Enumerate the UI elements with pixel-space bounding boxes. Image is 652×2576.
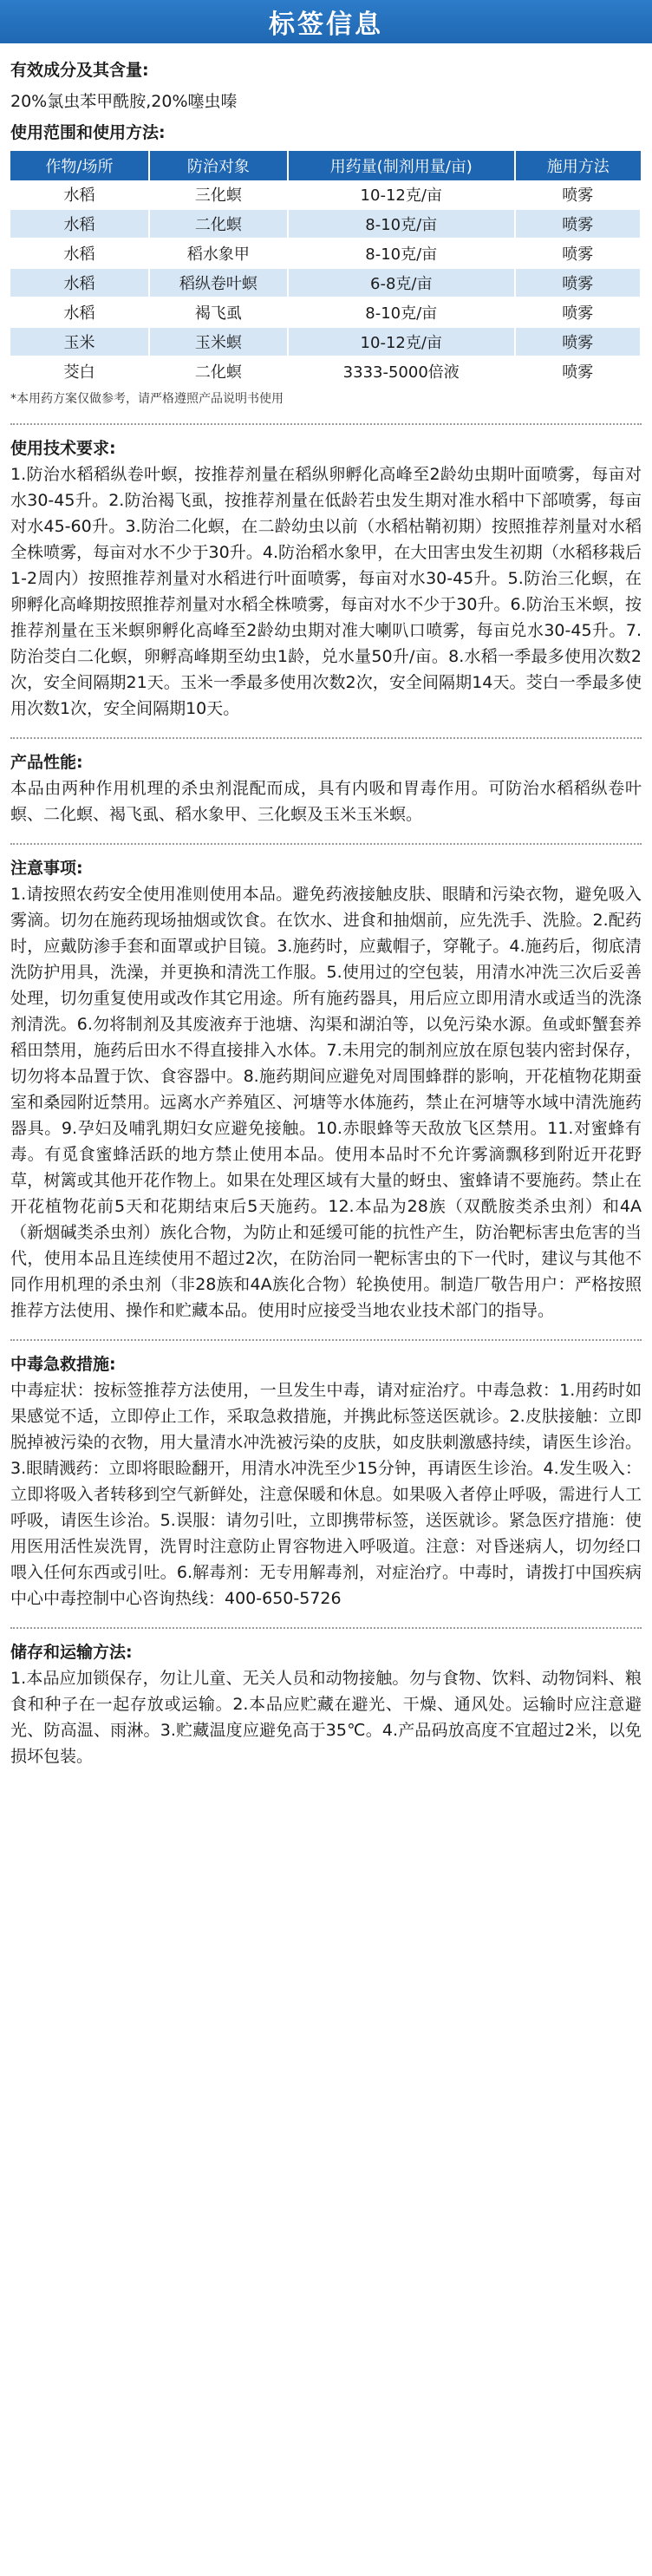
- precautions-section: [10, 855, 642, 1324]
- technique-text: 1.防治水稻稻纵卷叶螟，按推荐剂量在稻纵卵孵化高峰至2龄幼虫期叶面喷雾，每亩对水30-45升。2.防治褐飞虱，按推荐剂量在低龄若虫发生期对准水稻中下部喷雾，每亩对水45-60升。3.防治二化螟，在二龄幼虫以前（水稻枯鞘初期）按照推荐剂量对水稻全株喷雾，每亩对水不少于30升。4.防治稻水象甲，在大田害虫发生初期（水稻移栽后1-2周内）按照推荐剂量对水稻进行叶面喷雾，每亩对水30-45升。5.防治三化螟，在卵孵化高峰期按照推荐剂量对水稻全株喷雾，每亩对水不少于30升。6.防治玉米螟，按推荐剂量在玉米螟卵孵化高峰至2龄幼虫期对准大喇叭口喷雾，每亩兑水30-45升。7.防治茭白二化螟，卵孵高峰期至幼虫1龄，兑水量50升/亩。8.水稻一季最多使用次数2次，安全间隔期21天。玉米一季最多使用次数2次，安全间隔期14天。茭白一季最多使用次数1次，安全间隔期10天。: [10, 465, 642, 718]
- cell-method: 喷雾: [515, 239, 641, 268]
- first-aid-text: 中毒症状：按标签推荐方法使用，一旦发生中毒，请对症治疗。中毒急救：1.用药时如果感觉不适，立即停止工作，采取急救措施，并携此标签送医就诊。2.皮肤接触：立即脱掉被污染的衣物，用大量清水冲洗被污染的皮肤，如皮肤刺激感持续，请医生诊治。3.眼睛溅药：立即将眼睑翻开，用清水冲洗至少15分钟，再请医生诊治。4.发生吸入：立即将吸入者转移到空气新鲜处，注意保暖和休息。如果吸入者停止呼吸，需进行人工呼吸，请医生诊治。5.误服：请勿引吐，立即携带标签，送医就诊。紧急医疗措施：使用医用活性炭洗胃，洗胃时注意防止胃容物进入呼吸道。注意：对昏迷病人，切勿经口喂入任何东西或引吐。6.解毒剂：无专用解毒剂，对症治疗。中毒时，请拨打中国疾病中心中毒控制中心咨询热线：400-650-5726: [10, 1381, 642, 1608]
- section-divider: [10, 843, 642, 845]
- storage-title: 储存和运输方法:: [10, 1643, 133, 1662]
- cell-target: 褐飞虱: [149, 297, 288, 327]
- cell-crop: 水稻: [10, 239, 149, 268]
- cell-dosage: 6-8克/亩: [288, 268, 515, 297]
- table-row: [10, 327, 641, 356]
- column-header-crop: 作物/场所: [10, 151, 149, 180]
- cell-target: 稻纵卷叶螟: [149, 268, 288, 297]
- section-divider: [10, 1339, 642, 1341]
- table-row: [10, 297, 641, 327]
- cell-dosage: 3333-5000倍液: [288, 356, 515, 386]
- cell-method: 喷雾: [515, 327, 641, 356]
- performance-text: 本品由两种作用机理的杀虫剂混配而成，具有内吸和胃毒作用。可防治水稻稻纵卷叶螟、二化螟、褐飞虱、稻水象甲、三化螟及玉米玉米螟。: [10, 779, 642, 824]
- cell-crop: 水稻: [10, 268, 149, 297]
- table-row: [10, 356, 641, 386]
- usage-table: [10, 151, 642, 387]
- section-divider: [10, 1627, 642, 1629]
- cell-dosage: 10-12克/亩: [288, 180, 515, 209]
- technique-section: [10, 435, 642, 722]
- content-area: [0, 43, 652, 1769]
- header-bar: [0, 0, 652, 43]
- cell-method: 喷雾: [515, 356, 641, 386]
- storage-text: 1.本品应加锁保存，勿让儿童、无关人员和动物接触。勿与食物、饮料、动物饲料、粮食和种子在一起存放或运输。2.本品应贮藏在避光、干燥、通风处。运输时应注意避光、防高温、雨淋。3.贮藏温度应避免高于35℃。4.产品码放高度不宜超过2米，以免损坏包装。: [10, 1669, 642, 1766]
- cell-method: 喷雾: [515, 297, 641, 327]
- usage-footnote: *本用药方案仅做参考，请严格遵照产品说明书使用: [10, 392, 284, 406]
- cell-target: 三化螟: [149, 180, 288, 209]
- cell-target: 玉米螟: [149, 327, 288, 356]
- cell-dosage: 8-10克/亩: [288, 209, 515, 239]
- ingredients-title: 有效成分及其含量:: [10, 61, 149, 80]
- first-aid-title: 中毒急救措施:: [10, 1355, 116, 1374]
- cell-target: 稻水象甲: [149, 239, 288, 268]
- column-header-dosage: 用药量(制剂用量/亩): [288, 151, 515, 180]
- usage-table-header-row: [10, 151, 641, 180]
- precautions-title: 注意事项:: [10, 859, 83, 878]
- performance-title: 产品性能:: [10, 753, 83, 772]
- section-divider: [10, 737, 642, 739]
- column-header-target: 防治对象: [149, 151, 288, 180]
- cell-target: 二化螟: [149, 356, 288, 386]
- page-title: 标签信息: [269, 10, 383, 40]
- table-row: [10, 180, 641, 209]
- cell-crop: 水稻: [10, 180, 149, 209]
- section-divider: [10, 423, 642, 425]
- cell-dosage: 8-10克/亩: [288, 239, 515, 268]
- cell-target: 二化螟: [149, 209, 288, 239]
- table-row: [10, 209, 641, 239]
- technique-title: 使用技术要求:: [10, 439, 116, 458]
- column-header-method: 施用方法: [515, 151, 641, 180]
- cell-crop: 水稻: [10, 209, 149, 239]
- cell-crop: 玉米: [10, 327, 149, 356]
- storage-section: [10, 1639, 642, 1769]
- cell-dosage: 8-10克/亩: [288, 297, 515, 327]
- cell-method: 喷雾: [515, 180, 641, 209]
- precautions-text: 1.请按照农药安全使用准则使用本品。避免药液接触皮肤、眼睛和污染衣物，避免吸入雾滴。切勿在施药现场抽烟或饮食。在饮水、进食和抽烟前，应先洗手、洗脸。2.配药时，应戴防渗手套和面罩或护目镜。3.施药时，应戴帽子，穿靴子。4.施药后，彻底清洗防护用具，洗澡，并更换和清洗工作服。5.使用过的空包装，用清水冲洗三次后妥善处理，切勿重复使用或改作其它用途。所有施药器具，用后应立即用清水或适当的洗涤剂清洗。6.勿将制剂及其废液弃于池塘、沟渠和湖泊等，以免污染水源。鱼或虾蟹套养稻田禁用，施药后田水不得直接排入水体。7.未用完的制剂应放在原包装内密封保存，切勿将本品置于饮、食容器中。8.施药期间应避免对周围蜂群的影响，开花植物花期蚕室和桑园附近禁用。远离水产养殖区、河塘等水体施药，禁止在河塘等水域中清洗施药器具。9.孕妇及哺乳期妇女应避免接触。10.赤眼蜂等天敌放飞区禁用。11.对蜜蜂有毒。有觅食蜜蜂活跃的地方禁止使用本品。使用本品时不允许雾滴飘移到附近开花野草，树篱或其他开花作物上。如果在处理区域有大量的蚜虫、蜜蜂请不要施药。禁止在开花植物花前5天和花期结束后5天施药。12.本品为28族（双酰胺类杀虫剂）和4A（新烟碱类杀虫剂）族化合物，为防止和延缓可能的抗性产生，防治靶标害虫危害的当代，使用本品且连续使用不超过2次，在防治同一靶标害虫的下一代时，建议与其他不同作用机理的杀虫剂（非28族和4A族化合物）轮换使用。制造厂敬告用户：严格按照推荐方法使用、操作和贮藏本品。使用时应接受当地农业技术部门的指导。: [10, 885, 642, 1320]
- performance-section: [10, 749, 642, 827]
- cell-method: 喷雾: [515, 209, 641, 239]
- first-aid-section: [10, 1351, 642, 1612]
- cell-crop: 茭白: [10, 356, 149, 386]
- cell-crop: 水稻: [10, 297, 149, 327]
- cell-method: 喷雾: [515, 268, 641, 297]
- table-row: [10, 239, 641, 268]
- cell-dosage: 10-12克/亩: [288, 327, 515, 356]
- usage-title: 使用范围和使用方法:: [10, 123, 166, 142]
- table-row: [10, 268, 641, 297]
- ingredients-text: 20%氯虫苯甲酰胺,20%噻虫嗪: [10, 92, 238, 111]
